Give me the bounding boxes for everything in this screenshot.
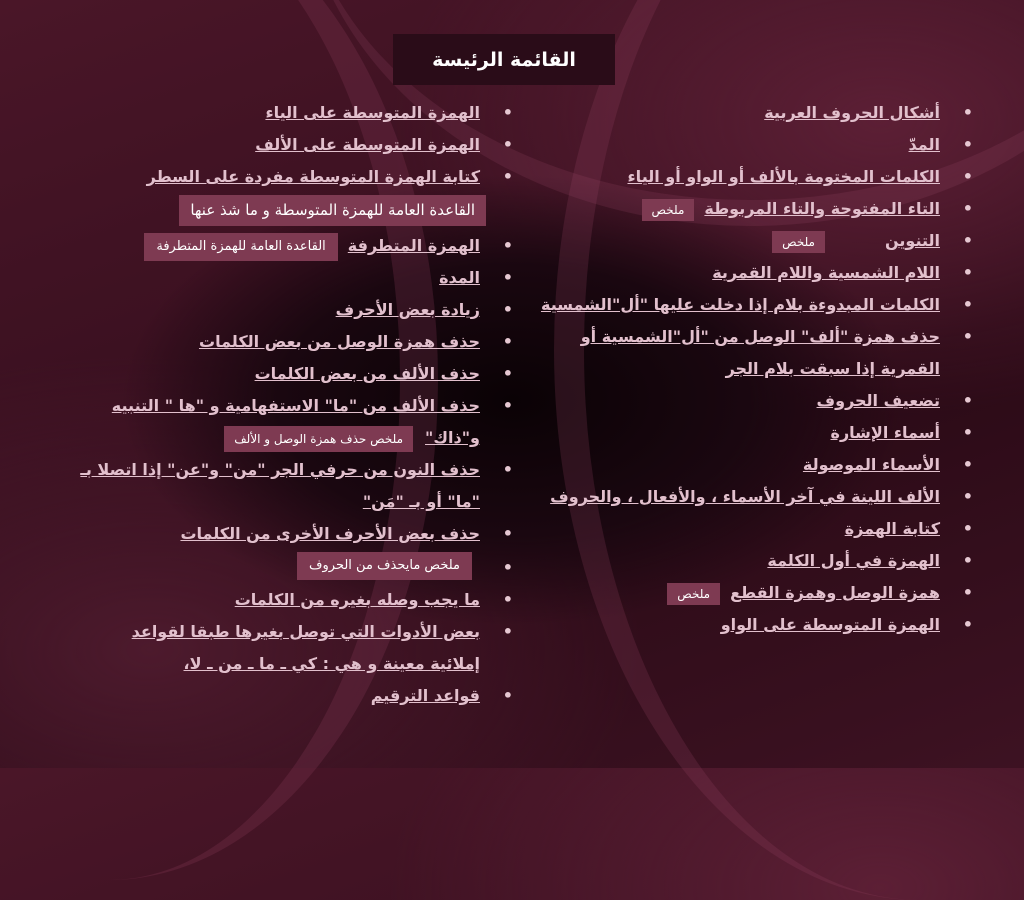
list-item [520,449,940,481]
list-item [80,518,480,550]
menu-link[interactable]: همزة الوصل وهمزة القطع [730,583,940,602]
menu-link[interactable]: الهمزة المتوسطة على الألف [255,135,480,154]
middle-hamza-rule-button[interactable]: القاعدة العامة للهمزة المتوسطة و ما شذ عنها [179,195,486,226]
list-item [80,262,480,294]
summary-button[interactable]: ملخص [772,231,825,253]
menu-link[interactable]: حذف النون من حرفي الجر "من" و"عن" إذا اتصلا بـ "ما" أو بـ "مَن" [80,460,480,511]
menu-link[interactable]: ما يجب وصله بغيره من الكلمات [234,590,480,609]
list-item [80,680,480,712]
menu-link[interactable]: حذف الألف من "ما" الاستفهامية و "ها " التنبيه و"ذاك" [111,396,480,447]
list-item [80,294,480,326]
menu-link[interactable]: أشكال الحروف العربية [764,103,940,122]
menu-link[interactable]: حذف همزة "ألف" الوصل من "أل"الشمسية أو القمرية إذا سبقت بلام الجر [580,327,940,378]
menu-link[interactable]: الهمزة في أول الكلمة [767,551,940,570]
list-item [80,584,480,616]
menu-link[interactable]: التنوين [885,231,940,250]
menu-link[interactable]: الهمزة المتوسطة على الواو [720,615,940,634]
menu-link[interactable]: المدة [439,268,480,287]
list-item [520,289,940,321]
menu-link[interactable]: كتابة الهمزة المتوسطة مفردة على السطر [146,167,480,186]
list-item [80,230,480,262]
menu-link[interactable]: بعض الأدوات التي توصل بغيرها طبقا لقواعد إملائية معينة و هي : كي ـ ما ـ من ـ لا، [131,622,480,673]
list-item [520,545,940,577]
list-item [520,129,940,161]
list-item [80,552,480,580]
list-item [80,326,480,358]
menu-link[interactable]: تضعيف الحروف [816,391,940,410]
list-item [520,161,940,193]
list-item [80,97,480,129]
summary-button[interactable]: ملخص [642,199,695,221]
menu-link[interactable]: الكلمات المختومة بالألف أو الواو أو الياء [627,167,940,186]
menu-link[interactable]: اللام الشمسية واللام القمرية [712,263,940,282]
list-item [520,417,940,449]
list-item [520,225,940,257]
list-item [520,385,940,417]
summary-button[interactable]: ملخص [667,583,720,605]
menu-link[interactable]: التاء المفتوحة والتاء المربوطة [704,199,940,218]
page-title [393,34,615,85]
list-item [520,193,940,225]
list-item [520,321,940,385]
list-item [80,161,480,193]
final-hamza-rule-button[interactable]: القاعدة العامة للهمزة المتطرفة [144,233,337,261]
list-item [520,97,940,129]
list-item [80,358,480,390]
menu-link[interactable]: الألف اللينة في آخر الأسماء ، والأفعال ، والحروف [550,487,940,506]
right-menu-list [520,97,940,641]
menu-link[interactable]: كتابة الهمزة [844,519,940,538]
list-item [80,616,480,680]
list-item [80,195,480,226]
deleted-letters-summary-button[interactable]: • ملخص مايحذف من الحروف [297,552,472,580]
page-title-text: القائمة الرئيسة [432,48,576,71]
menu-link[interactable]: الكلمات المبدوءة بلام إذا دخلت عليها "أل"الشمسية [540,295,940,314]
list-item [520,481,940,513]
list-item [520,577,940,609]
list-item [520,257,940,289]
list-item [80,390,480,454]
hamza-alif-summary-button[interactable]: ملخص حذف همزة الوصل و الألف [224,426,413,452]
menu-link[interactable]: أسماء الإشارة [830,423,940,442]
menu-link[interactable]: الهمزة المتطرفة [347,236,480,255]
menu-link[interactable]: الهمزة المتوسطة على الياء [265,103,480,122]
list-item [80,454,480,518]
menu-link[interactable]: قواعد الترقيم [370,686,480,705]
menu-link[interactable]: حذف همزة الوصل من بعض الكلمات [198,332,480,351]
list-item [520,609,940,641]
menu-link[interactable]: حذف بعض الأحرف الأخرى من الكلمات [180,524,480,543]
menu-link[interactable]: زيادة بعض الأحرف [335,300,480,319]
menu-link[interactable]: حذف الألف من بعض الكلمات [254,364,480,383]
menu-link[interactable]: الأسماء الموصولة [802,455,940,474]
menu-link[interactable]: المدّ [908,135,940,154]
list-item [520,513,940,545]
left-menu-list [80,97,480,712]
list-item [80,129,480,161]
